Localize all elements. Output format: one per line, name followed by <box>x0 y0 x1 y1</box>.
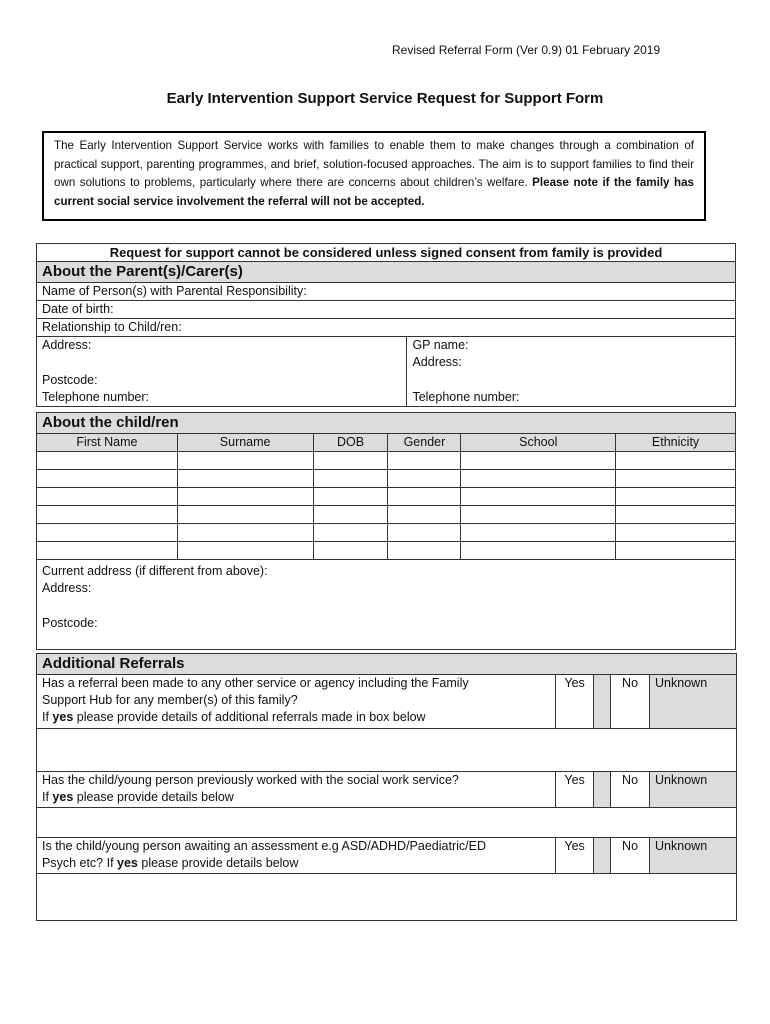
gp-address-label: Address: <box>412 355 462 369</box>
parent-dob-field[interactable] <box>37 301 736 319</box>
q3-unknown-checkbox[interactable] <box>650 838 737 874</box>
child-heading: About the child/ren <box>37 413 736 434</box>
parents-table <box>36 243 736 407</box>
cell[interactable] <box>461 452 616 470</box>
q1-post: please provide details of additional referrals made in box below <box>73 710 426 724</box>
parent-dob-label: Date of birth: <box>42 302 114 316</box>
cell[interactable] <box>616 506 736 524</box>
table-row <box>37 506 736 524</box>
cell[interactable] <box>388 524 461 542</box>
cell[interactable] <box>37 524 178 542</box>
cell[interactable] <box>388 488 461 506</box>
current-address-field[interactable] <box>37 560 736 650</box>
table-row <box>37 452 736 470</box>
cell[interactable] <box>37 506 178 524</box>
parents-heading: About the Parent(s)/Carer(s) <box>37 262 736 283</box>
col-first-name: First Name <box>37 434 178 452</box>
q1-yes-checkbox[interactable] <box>594 675 611 729</box>
cell[interactable] <box>388 542 461 560</box>
q1-no-label: No <box>611 675 650 729</box>
q3-yes-label: Yes <box>556 838 594 874</box>
q3-details-box[interactable] <box>37 874 737 921</box>
q2-post: please provide details below <box>73 790 234 804</box>
consent-notice: Request for support cannot be considered unless signed consent from family is provided <box>37 244 736 262</box>
q3-line1: Is the child/young person awaiting an assessment e.g ASD/ADHD/Paediatric/ED <box>42 839 486 853</box>
cell[interactable] <box>313 488 388 506</box>
cell[interactable] <box>616 488 736 506</box>
q2-yes-checkbox[interactable] <box>594 772 611 808</box>
q2-yes-label: Yes <box>556 772 594 808</box>
col-ethnicity: Ethnicity <box>616 434 736 452</box>
cell[interactable] <box>616 452 736 470</box>
parent-address-label: Address: <box>42 338 92 352</box>
q1-yes-label: Yes <box>556 675 594 729</box>
q2-line2 <box>42 789 550 806</box>
q2-details-box[interactable] <box>37 808 737 838</box>
q3-yes-checkbox[interactable] <box>594 838 611 874</box>
cell[interactable] <box>37 542 178 560</box>
q2-no-label: No <box>611 772 650 808</box>
cell[interactable] <box>37 452 178 470</box>
cell[interactable] <box>37 488 178 506</box>
gp-telephone-label: Telephone number: <box>412 390 520 404</box>
cell[interactable] <box>177 452 313 470</box>
gp-name-label: GP name: <box>412 338 469 352</box>
q3-line2 <box>42 855 550 872</box>
cell[interactable] <box>461 488 616 506</box>
cell[interactable] <box>461 470 616 488</box>
cell[interactable] <box>37 470 178 488</box>
cell[interactable] <box>461 524 616 542</box>
cell[interactable] <box>461 542 616 560</box>
col-gender: Gender <box>388 434 461 452</box>
q2-pre: If <box>42 790 53 804</box>
q2-bold: yes <box>52 790 74 804</box>
cell[interactable] <box>313 506 388 524</box>
gp-field[interactable] <box>407 337 736 407</box>
col-dob: DOB <box>313 434 388 452</box>
cell[interactable] <box>313 542 388 560</box>
parent-telephone-label: Telephone number: <box>42 390 150 404</box>
col-school: School <box>461 434 616 452</box>
q2-unknown-checkbox[interactable] <box>650 772 737 808</box>
parent-name-label: Name of Person(s) with Parental Responsibility: <box>42 284 307 298</box>
cell[interactable] <box>177 524 313 542</box>
cell[interactable] <box>388 470 461 488</box>
parent-name-field[interactable] <box>37 283 736 301</box>
table-row <box>37 470 736 488</box>
table-row <box>37 542 736 560</box>
q3-text <box>37 838 556 874</box>
child-postcode-label: Postcode: <box>42 616 98 630</box>
q2-line1: Has the child/young person previously worked with the social work service? <box>42 773 459 787</box>
cell[interactable] <box>616 524 736 542</box>
referrals-heading: Additional Referrals <box>37 654 737 675</box>
q2-unknown-label: Unknown <box>655 773 708 787</box>
q2-text <box>37 772 556 808</box>
cell[interactable] <box>177 470 313 488</box>
q1-details-box[interactable] <box>37 729 737 772</box>
relationship-label: Relationship to Child/ren: <box>42 320 182 334</box>
table-row <box>37 524 736 542</box>
q1-pre: If <box>42 710 53 724</box>
cell[interactable] <box>616 470 736 488</box>
page-title: Early Intervention Support Service Request for Support Form <box>166 90 604 107</box>
cell[interactable] <box>313 524 388 542</box>
cell[interactable] <box>388 506 461 524</box>
cell[interactable] <box>461 506 616 524</box>
q1-line2: Support Hub for any member(s) of this family? <box>42 693 298 707</box>
cell[interactable] <box>388 452 461 470</box>
table-row <box>37 488 736 506</box>
q1-line1: Has a referral been made to any other service or agency including the Family <box>42 676 469 690</box>
q3-no-label: No <box>611 838 650 874</box>
relationship-field[interactable] <box>37 319 736 337</box>
referrals-table <box>36 653 737 921</box>
q1-unknown-label: Unknown <box>655 676 708 690</box>
q1-bold: yes <box>52 710 74 724</box>
cell[interactable] <box>177 542 313 560</box>
q3-bold: yes <box>117 856 138 870</box>
cell[interactable] <box>313 452 388 470</box>
q1-line3 <box>42 709 550 726</box>
cell[interactable] <box>313 470 388 488</box>
cell[interactable] <box>177 488 313 506</box>
q3-unknown-label: Unknown <box>655 839 708 853</box>
col-surname: Surname <box>177 434 313 452</box>
q3-pre: Psych etc? If <box>42 856 118 870</box>
current-address-label: Current address (if different from above): <box>42 564 268 578</box>
cell[interactable] <box>616 542 736 560</box>
cell[interactable] <box>177 506 313 524</box>
q1-unknown-checkbox[interactable] <box>650 675 737 729</box>
child-address-label: Address: <box>42 581 92 595</box>
parent-postcode-label: Postcode: <box>42 373 98 387</box>
q1-text <box>37 675 556 729</box>
intro-note: Please note if the family has current social service involvement the referral will not be accepted. <box>54 176 694 208</box>
q3-post: please provide details below <box>137 856 299 870</box>
intro-box <box>42 131 706 221</box>
child-table <box>36 412 736 650</box>
intro-text: The Early Intervention Support Service works with families to enable them to make changes through a combination of practical support, parenting programmes, and brief, solution-focused approaches. The aim is to support families to find their own solutions to problems, particularly where there are concerns about children’s welfare. <box>54 139 694 189</box>
revision-header: Revised Referral Form (Ver 0.9) 01 February 2019 <box>392 43 661 57</box>
parent-address-field[interactable] <box>37 337 407 407</box>
